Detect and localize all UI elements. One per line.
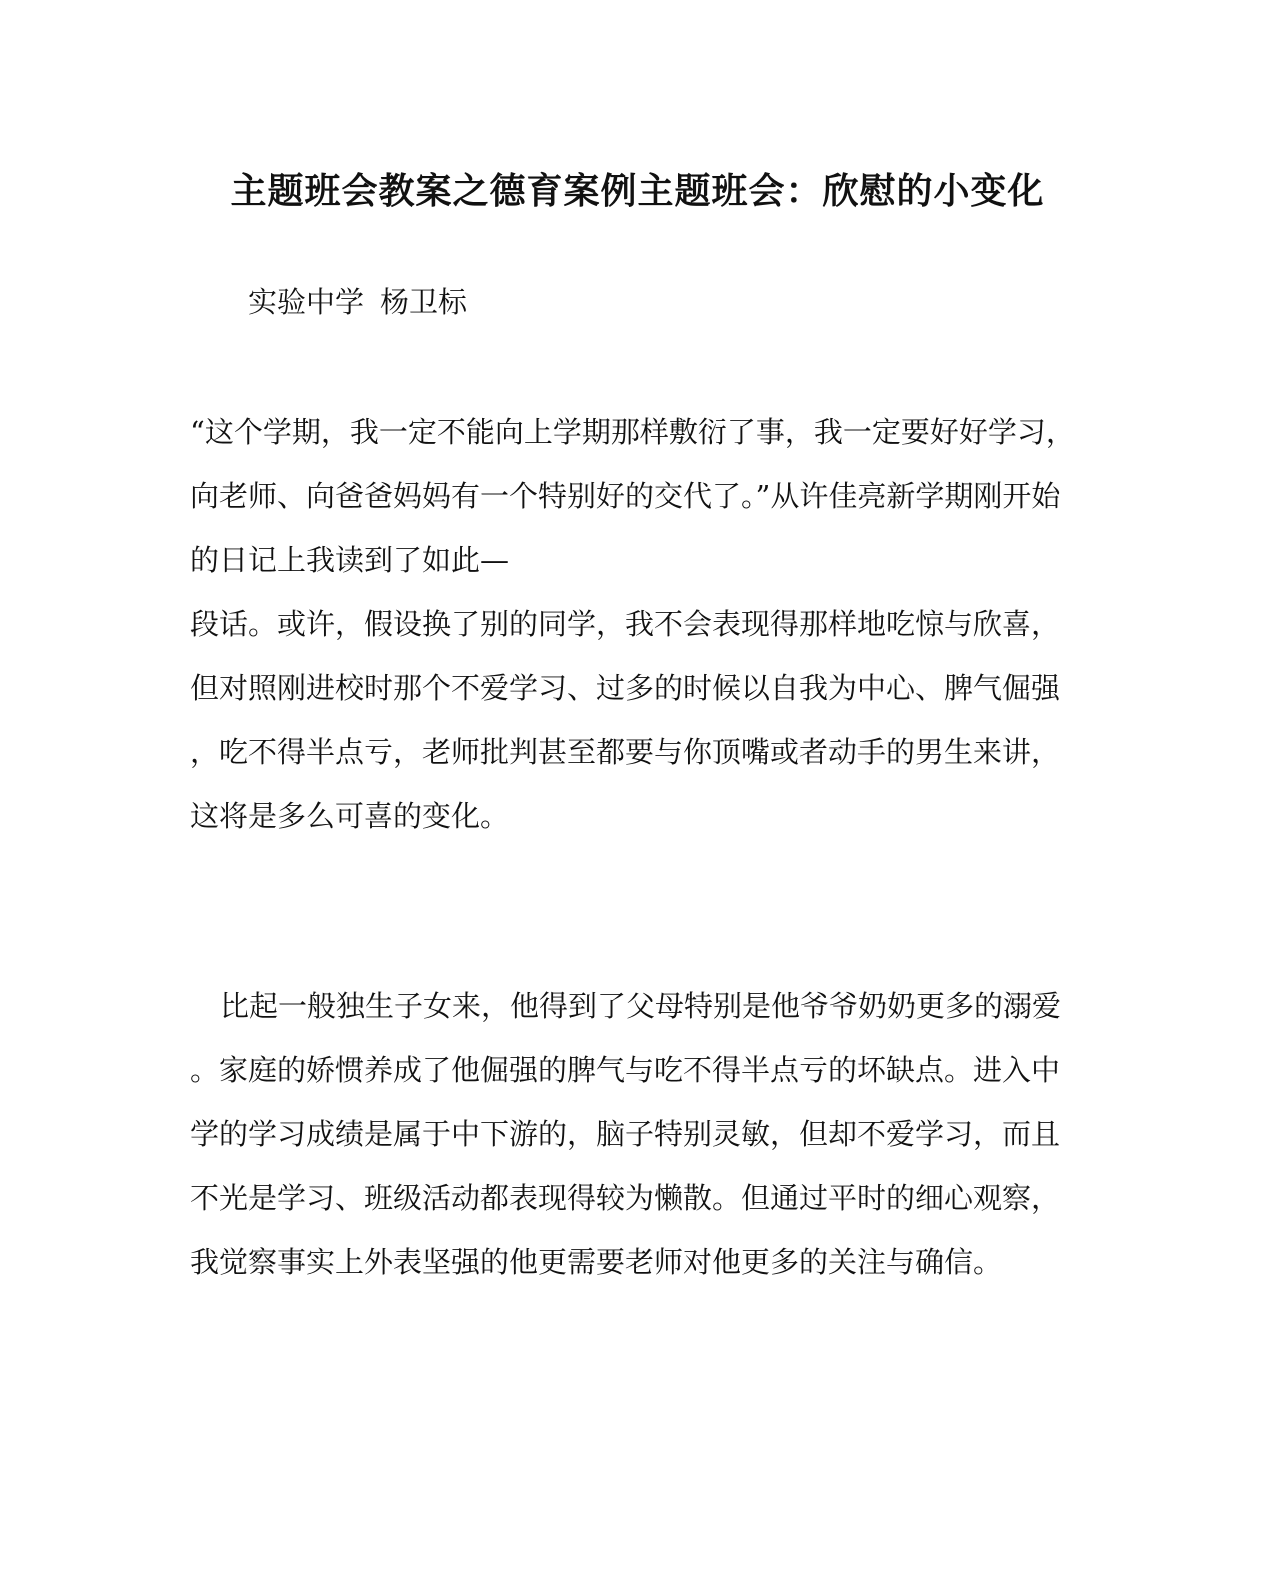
paragraph2-line-3: 学的学习成绩是属于中下游的，脑子特别灵敏，但却不爱学习，而且 — [190, 1117, 1061, 1151]
paragraph2-line-5: 我觉察事实上外表坚强的他更需要老师对他更多的关注与确信。 — [190, 1245, 1003, 1279]
paragraph1-line-5: 但对照刚进校时那个不爱学习、过多的时候以自我为中心、脾气倔强 — [190, 671, 1061, 705]
paragraph1-line-1: “这个学期，我一定不能向上学期那样敷衍了事，我一定要好好学习， — [190, 415, 1075, 449]
author-line — [248, 282, 467, 322]
paragraph1-line-2: 向老师、向爸爸妈妈有一个特别好的交代了。”从许佳亮新学期刚开始 — [190, 479, 1061, 513]
paragraph1-line-6: ，吃不得半点亏，老师批判甚至都要与你顶嘴或者动手的男生来讲， — [190, 735, 1061, 769]
author-school: 实验中学 — [248, 285, 365, 319]
paragraph2-line-1: 比起一般独生子女来，他得到了父母特别是他爷爷奶奶更多的溺爱 — [220, 989, 1062, 1023]
paragraph2-line-4: 不光是学习、班级活动都表现得较为懒散。但通过平时的细心观察， — [190, 1181, 1061, 1215]
author-name: 杨卫标 — [380, 285, 468, 319]
paragraph1-line-3: 的日记上我读到了如此— — [190, 543, 510, 577]
paragraph1-line-4: 段话。或许，假设换了别的同学，我不会表现得那样地吃惊与欣喜， — [190, 607, 1061, 641]
paragraph2-line-2: 。家庭的娇惯养成了他倔强的脾气与吃不得半点亏的坏缺点。进入中 — [190, 1053, 1061, 1087]
paragraph1-line-7: 这将是多么可喜的变化。 — [190, 799, 510, 833]
document-title: 主题班会教案之德育案例主题班会：欣慰的小变化 — [230, 170, 1045, 212]
